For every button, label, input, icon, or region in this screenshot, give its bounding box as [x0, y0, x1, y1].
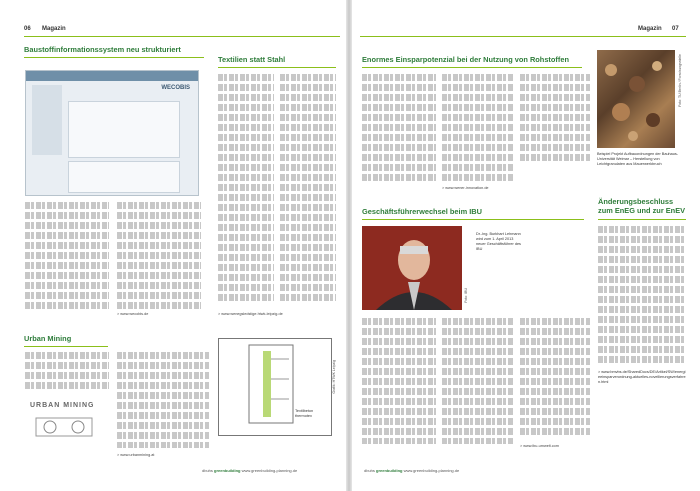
article-url: > www.urbanmining.at — [117, 453, 155, 457]
article-title-einsparpotenzial: Enormes Einsparpotenzial bei der Nutzung von Rohstoffen — [362, 55, 569, 64]
article-url: > www.ibu-umwelt.com — [520, 444, 559, 448]
wecobis-logo: WECOBIS — [161, 85, 190, 91]
page-number: 06 — [24, 26, 31, 32]
portrait-drawing — [362, 226, 462, 310]
page-footer — [364, 468, 459, 473]
page-number: 07 — [672, 26, 679, 32]
granulate-photo — [597, 50, 675, 148]
footer-label: dbuhs — [364, 468, 375, 473]
text-column — [117, 202, 201, 310]
title-rule — [362, 219, 584, 220]
article-title-eneg: Änderungsbeschluss zum EnEG und zur EnEV — [598, 197, 686, 215]
urban-mining-graphic — [34, 414, 94, 440]
photo-credit: Foto: TU Berlin / Forschungsstelle — [678, 54, 682, 107]
article-url: > www.wecobis.de — [117, 312, 149, 316]
header-rule — [360, 36, 686, 37]
title-rule — [598, 219, 686, 220]
textile-diagram — [218, 338, 332, 436]
urban-mining-logo: URBAN MINING — [30, 402, 95, 409]
screenshot-panel-2 — [68, 161, 180, 193]
title-rule — [24, 346, 108, 347]
text-column — [520, 318, 590, 438]
text-column — [362, 74, 436, 184]
screenshot-nav — [32, 85, 62, 155]
lehmann-portrait — [362, 226, 462, 310]
diagram-caption: Textilbeton thermotex — [295, 409, 314, 418]
text-column — [598, 226, 686, 366]
footer-brand: greenbuilding — [376, 468, 403, 473]
text-column — [362, 318, 436, 444]
article-title-ibu: Geschäftsführerwechsel beim IBU — [362, 207, 482, 216]
diagram-credit: Grafik: HTWK Leipzig — [332, 360, 336, 394]
article-title-urban-mining: Urban Mining — [24, 334, 72, 343]
text-column — [25, 352, 109, 392]
article-url: > www.wener-innovation.de — [442, 186, 489, 190]
page-footer — [202, 468, 297, 473]
right-page — [352, 0, 700, 491]
screenshot-panel — [68, 101, 180, 158]
portrait-caption: Dr.-Ing. Burkhart Lehmann wird zum 1. April 2013 neuer Geschäftsführer des IBU — [476, 232, 521, 251]
diagram-drawing — [219, 339, 331, 435]
text-column — [520, 74, 590, 164]
header-rule — [24, 36, 340, 37]
footer-label: dbuhs — [202, 468, 213, 473]
text-column — [25, 202, 109, 310]
text-column — [442, 318, 514, 444]
text-column — [117, 352, 209, 448]
footer-url: www.greenbuilding-planning.de — [403, 468, 460, 473]
section-label: Magazin — [42, 26, 66, 32]
footer-brand: greenbuilding — [214, 468, 241, 473]
title-rule — [218, 67, 336, 68]
photo-caption: Beispiel Projekt Aufbauordnungen der Bauhaus-Universität Weimar – Herstellung von Leichtgranulaten aus Mauerwerkbruch — [597, 152, 679, 166]
wecobis-screenshot — [25, 70, 199, 196]
text-column — [442, 74, 514, 184]
portrait-credit: Foto: IBU — [464, 288, 468, 303]
granulate-texture — [597, 50, 675, 148]
article-title-baustoff: Baustoffinformationssystem neu strukturiert — [24, 45, 181, 54]
title-rule — [24, 57, 204, 58]
text-column — [280, 74, 336, 306]
article-url: > www.wenegsledstige.htwk-leipzig.de — [218, 312, 283, 316]
section-label: Magazin — [638, 26, 662, 32]
title-rule — [362, 67, 582, 68]
article-title-textilien: Textilien statt Stahl — [218, 55, 286, 64]
footer-url: www.greenbuilding-planning.de — [241, 468, 298, 473]
screenshot-bar — [26, 71, 198, 81]
left-page — [0, 0, 346, 491]
text-column — [218, 74, 274, 306]
article-url: > www.bmvbs.de/SharedDocs/DE/Artikel/SW/energieeinsparverordnung-aktuelles-novellierungsverfahren.html — [598, 370, 686, 384]
